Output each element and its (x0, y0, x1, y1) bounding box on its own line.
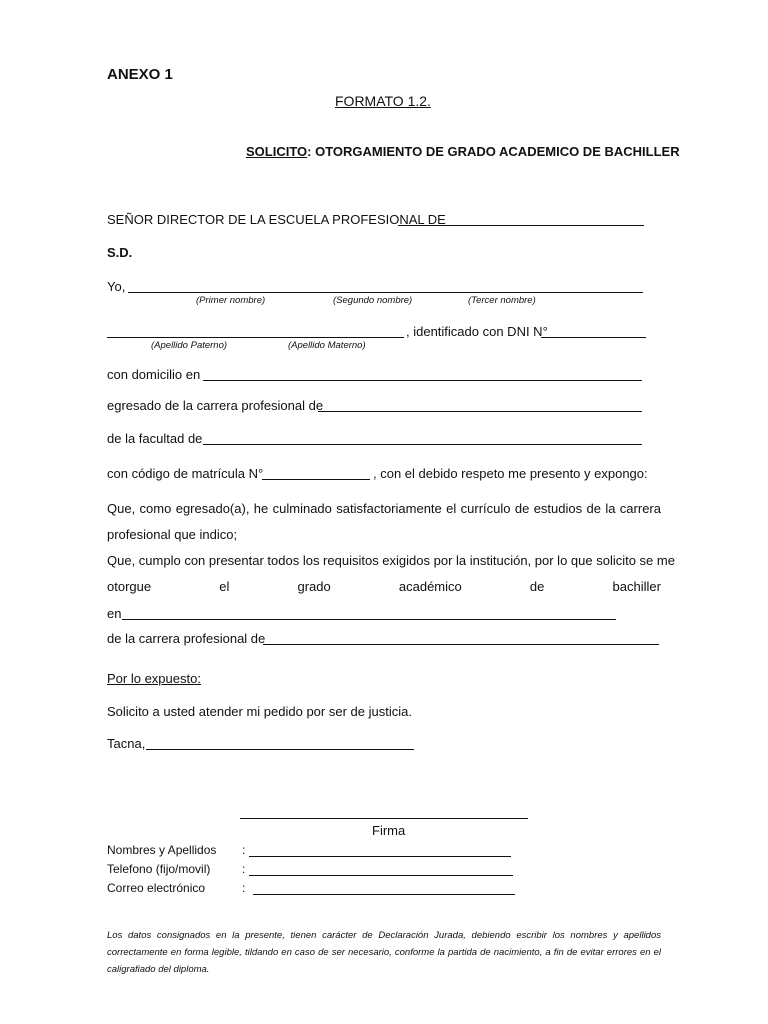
footnote: Los datos consignados en la presente, tienen carácter de Declaración Jurada, debiendo escribir los nombres y apellidos correctamente en forma legible, tildando en caso de ser necesario, conforme la partida de nacimiento, a fin de evitar errores en el caligrafiado del diploma. (107, 930, 661, 975)
request-label: SOLICITO (246, 144, 308, 159)
surnames-field[interactable] (107, 337, 404, 338)
colon: : (242, 881, 246, 895)
email-field[interactable] (253, 894, 515, 895)
email-label: Correo electrónico (107, 881, 206, 895)
format-label: FORMATO 1.2. (335, 93, 431, 109)
word: de (529, 579, 545, 594)
enrollment-field[interactable] (262, 479, 370, 480)
word: grado (297, 579, 331, 594)
first-name-hint: (Primer nombre) (196, 295, 266, 306)
paternal-surname-hint: (Apellido Paterno) (151, 340, 228, 351)
por-lo-expuesto: Por lo expuesto: (107, 671, 201, 686)
career2-label: de la carrera profesional de (107, 631, 266, 646)
request-subject (246, 144, 680, 159)
maternal-surname-hint: (Apellido Materno) (288, 340, 366, 351)
director-label: SEÑOR DIRECTOR DE LA ESCUELA PROFESIONAL DE (107, 212, 446, 227)
colon: : (242, 843, 246, 857)
second-name-hint: (Segundo nombre) (333, 295, 413, 306)
en-field[interactable] (122, 619, 616, 620)
otorgue-line (107, 579, 661, 594)
paragraph-que2: Que, cumplo con presentar todos los requisitos exigidos por la institución, por lo que solicito se me (107, 553, 675, 568)
third-name-hint: (Tercer nombre) (468, 295, 536, 306)
address-field[interactable] (203, 380, 642, 381)
phone-label: Telefono (fijo/movil) (107, 862, 211, 876)
signature-label: Firma (372, 823, 406, 838)
word: académico (398, 579, 462, 594)
address-label: con domicilio en (107, 367, 201, 382)
enrollment-label: con código de matrícula N° (107, 466, 264, 481)
paragraph-que1: Que, como egresado(a), he culminado satisfactoriamente el currículo de estudios de la carrera profesional que indico; (107, 501, 661, 542)
colon: : (242, 862, 246, 876)
date-field[interactable] (146, 749, 414, 750)
faculty-label: de la facultad de (107, 431, 203, 446)
sd-label: S.D. (107, 245, 133, 260)
career2-field[interactable] (263, 644, 659, 645)
en-label: en (107, 606, 122, 621)
faculty-field[interactable] (203, 444, 642, 445)
annex-title: ANEXO 1 (107, 66, 173, 83)
yo-label: Yo, (107, 279, 126, 294)
dni-label: , identificado con DNI N° (406, 324, 548, 339)
phone-field[interactable] (249, 875, 513, 876)
word: bachiller (612, 579, 661, 594)
signature-field[interactable] (240, 818, 528, 819)
full-name-field[interactable] (249, 856, 511, 857)
career-label: egresado de la carrera profesional de (107, 398, 324, 413)
format-title (335, 93, 431, 109)
city-label: Tacna, (107, 736, 146, 751)
dni-field[interactable] (541, 337, 646, 338)
word: el (219, 579, 230, 594)
request-text: : OTORGAMIENTO DE GRADO ACADEMICO DE BACHILLER (307, 144, 680, 159)
request-sentence: Solicito a usted atender mi pedido por ser de justicia. (107, 704, 412, 719)
names-label: Nombres y Apellidos (107, 843, 217, 857)
director-line (107, 212, 446, 227)
word: otorgue (107, 579, 152, 594)
names-field[interactable] (128, 292, 643, 293)
career-field[interactable] (318, 411, 642, 412)
school-field[interactable] (398, 225, 644, 226)
enrollment-rest: , con el debido respeto me presento y expongo: (373, 466, 648, 481)
